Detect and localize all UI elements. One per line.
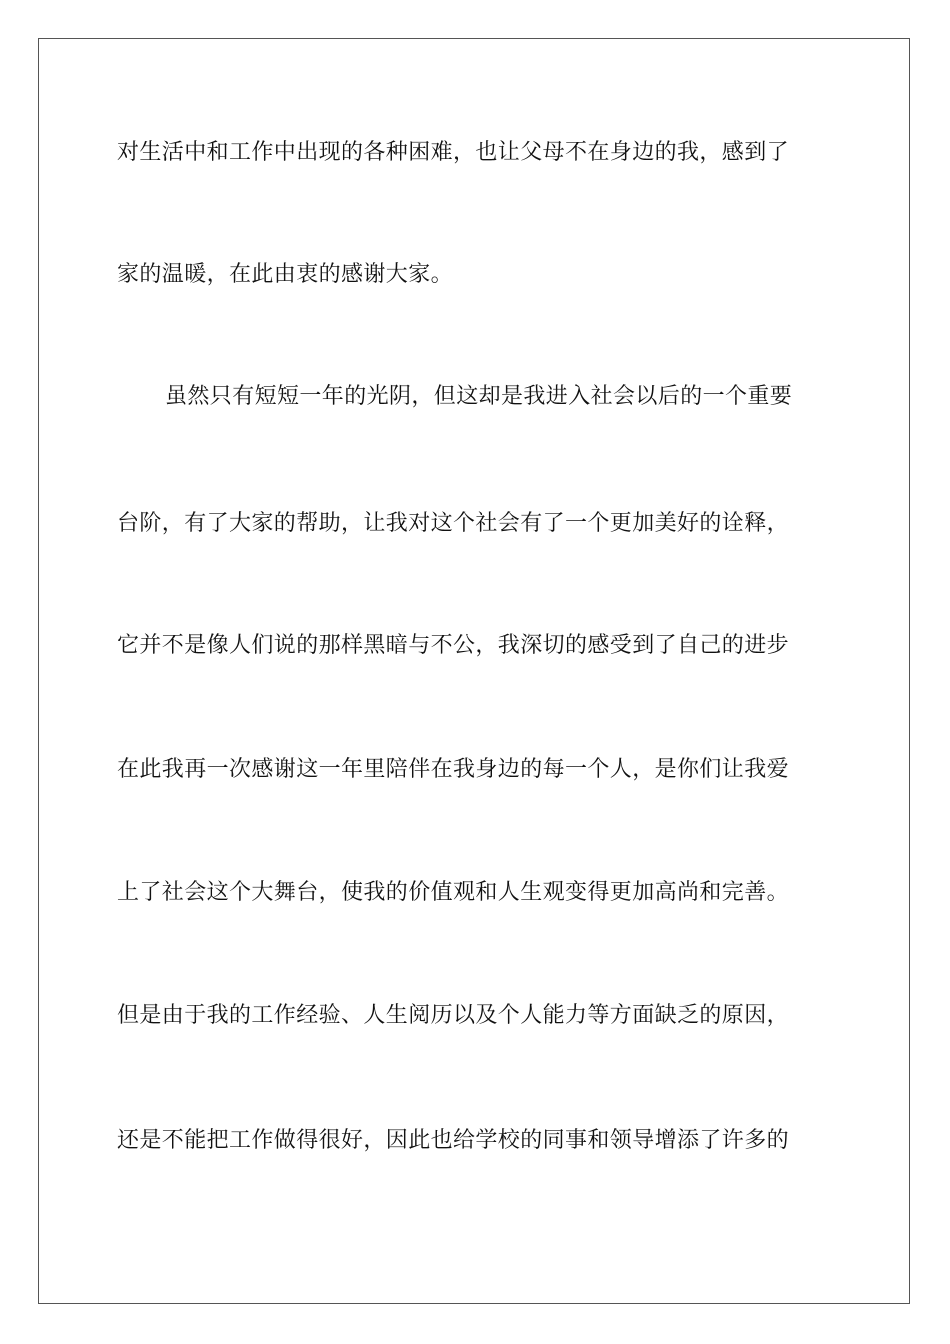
text-line-1: 对生活中和工作中出现的各种困难，也让父母不在身边的我，感到了 xyxy=(117,140,790,165)
text-line-2: 家的温暖，在此由衷的感谢大家。 xyxy=(117,262,454,287)
text-line-8: 但是由于我的工作经验、人生阅历以及个人能力等方面缺乏的原因， xyxy=(117,1003,790,1028)
text-line-7: 上了社会这个大舞台，使我的价值观和人生观变得更加高尚和完善。 xyxy=(117,880,790,905)
page-frame xyxy=(38,38,910,1304)
text-line-4: 台阶，有了大家的帮助，让我对这个社会有了一个更加美好的诠释， xyxy=(117,511,790,536)
text-line-5: 它并不是像人们说的那样黑暗与不公，我深切的感受到了自己的进步 xyxy=(117,633,790,658)
text-line-3: 虽然只有短短一年的光阴，但这却是我进入社会以后的一个重要 xyxy=(165,384,793,409)
text-line-9: 还是不能把工作做得很好，因此也给学校的同事和领导增添了许多的 xyxy=(117,1128,790,1153)
text-line-6: 在此我再一次感谢这一年里陪伴在我身边的每一个人，是你们让我爱 xyxy=(117,757,790,782)
